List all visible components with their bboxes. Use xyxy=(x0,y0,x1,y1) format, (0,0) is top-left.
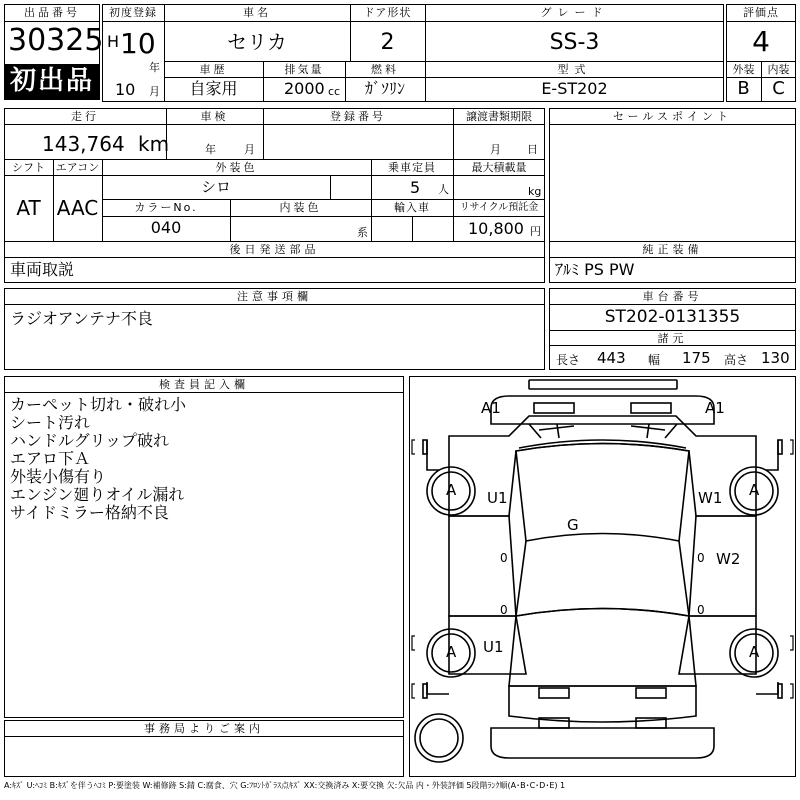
car-name-label: 車名 xyxy=(243,6,271,19)
office-label: 事務局よりご案内 xyxy=(144,722,264,735)
capacity-label: 乗車定員 xyxy=(388,161,436,174)
diagram-mark-left-mid: 0 xyxy=(500,551,508,565)
transfer-label: 譲渡書類期限 xyxy=(466,110,532,123)
displacement-label: 排気量 xyxy=(284,63,324,76)
score: 4 xyxy=(752,25,770,58)
inspector-line: エンジン廻りオイル漏れ xyxy=(10,485,185,504)
inspector-label: 検査員記入欄 xyxy=(159,378,249,391)
inspector-line: ハンドルグリップ破れ xyxy=(10,431,170,450)
ac-label: エアコン xyxy=(55,161,100,174)
recycle-unit: 円 xyxy=(530,225,541,238)
diagram-mark-right-door: W1 xyxy=(698,489,723,507)
shift: AT xyxy=(16,196,41,220)
diagram-mark-left-lower: 0 xyxy=(500,603,508,617)
ext-color: シロ xyxy=(200,178,231,196)
grade-label: グレード xyxy=(540,6,609,19)
recycle-fee: 10,800 xyxy=(468,219,524,238)
diagram-mark-right-mid: 0 xyxy=(697,551,705,565)
mileage-label: 走行 xyxy=(71,110,99,123)
fuel-label: 燃料 xyxy=(371,63,399,76)
first-listing-label: 初出品 xyxy=(9,66,94,96)
diagram-mark-left-rear: U1 xyxy=(483,638,504,656)
diagram-mark-front-right: A1 xyxy=(705,399,725,417)
ac: AAC xyxy=(56,196,99,220)
capacity-unit: 人 xyxy=(438,183,449,196)
car-diagram xyxy=(409,376,796,777)
history: 自家用 xyxy=(189,79,238,98)
score-label: 評価点 xyxy=(743,6,779,19)
width: 175 xyxy=(682,349,711,367)
dims-label: 諸元 xyxy=(657,332,688,345)
diagram-mark-windshield: G xyxy=(567,516,579,534)
transfer-day-unit: 日 xyxy=(527,143,538,156)
transfer-month-unit: 月 xyxy=(490,143,501,156)
ext-color-label: 外装色 xyxy=(215,161,258,174)
mileage: 143,764 xyxy=(42,132,125,156)
inspector-line: シート汚れ xyxy=(10,413,91,432)
interior-label: 内装 xyxy=(767,63,790,76)
equipment-label: 純正装備 xyxy=(642,243,703,256)
length: 443 xyxy=(597,349,626,367)
first-reg-month: 10 xyxy=(115,80,136,99)
diagram-wheel-fl: A xyxy=(446,481,457,499)
legend: A:ｷｽﾞ U:ﾍｺﾐ B:ｷｽﾞを伴うﾍｺﾐ P:要塗装 W:補修跡 S:錆 C:腐食、穴 G:ﾌﾛﾝﾄｶﾞﾗｽ点ｷｽﾞ XX:交換済み X:要交換 欠:欠品 内・外装評価 5段階ﾗﾝｸ順(A･B･C･D･E) 1 xyxy=(4,781,566,790)
shift-label: シフト xyxy=(12,161,45,174)
chassis-number: ST202-0131355 xyxy=(604,307,741,327)
color-no-label: カラーNo. xyxy=(134,201,198,214)
model: E-ST202 xyxy=(541,79,608,98)
exterior-grade: B xyxy=(737,78,750,99)
inspection-year-unit: 年 xyxy=(205,143,216,156)
inspector-line: エアロ下Ａ xyxy=(10,449,91,468)
later-items-box xyxy=(4,257,545,283)
max-load-label: 最大積載量 xyxy=(471,161,527,174)
inspector-line: 外装小傷有り xyxy=(10,467,107,486)
inspection-month-unit: 月 xyxy=(244,143,255,156)
era: H xyxy=(107,32,120,51)
first-reg-year: 10 xyxy=(120,27,156,60)
month-unit: 月 xyxy=(149,85,160,98)
inspector-notes xyxy=(10,396,400,522)
equipment: ｱﾙﾐ PS PW xyxy=(555,260,635,279)
displacement: 2000 xyxy=(284,79,325,98)
caution-text: ラジオアンテナ不良 xyxy=(10,309,153,328)
diagram-mark-left-door: U1 xyxy=(487,489,508,507)
diagram-wheel-rr: A xyxy=(749,643,760,661)
import-label: 輸入車 xyxy=(394,201,430,214)
diagram-mark-front-left: A1 xyxy=(481,399,501,417)
length-label: 長さ xyxy=(556,353,581,367)
exterior-label: 外装 xyxy=(732,63,755,76)
inspection-label: 車検 xyxy=(200,110,229,123)
doors-label: ドア形状 xyxy=(363,6,412,19)
caution-label: 注意事項欄 xyxy=(237,290,312,303)
year-unit: 年 xyxy=(149,61,160,74)
diagram-wheel-rl: A xyxy=(446,643,457,661)
capacity: 5 xyxy=(410,178,421,197)
diagram-wheel-fr: A xyxy=(749,481,760,499)
height: 130 xyxy=(761,349,790,367)
interior-grade: C xyxy=(772,78,785,99)
width-label: 幅 xyxy=(648,353,661,367)
recycle-label: リサイクル預託金 xyxy=(459,202,539,213)
max-load-unit: kg xyxy=(528,185,542,198)
first-reg-label: 初度登録 xyxy=(109,6,157,19)
reg-no-label: 登録番号 xyxy=(330,110,386,123)
later-items-label: 後日発送部品 xyxy=(229,243,320,256)
history-label: 車歴 xyxy=(199,63,228,76)
model-label: 型式 xyxy=(557,63,592,76)
diagram-mark-right-lower: 0 xyxy=(697,603,705,617)
diagram-mark-right-rear: W2 xyxy=(716,550,741,568)
displacement-unit: cc xyxy=(328,85,341,98)
height-label: 高さ xyxy=(724,353,749,367)
later-items: 車両取説 xyxy=(10,260,75,279)
inspector-line: サイドミラー格納不良 xyxy=(10,503,169,522)
car-name: セリカ xyxy=(227,30,287,54)
chassis-label: 車台番号 xyxy=(642,290,703,303)
sales-points-label: セールスポイント xyxy=(612,110,732,123)
doors: 2 xyxy=(380,30,395,55)
int-color-label: 内装色 xyxy=(279,201,322,214)
fuel: ｶﾞｿﾘﾝ xyxy=(364,79,405,98)
grade: SS-3 xyxy=(549,30,600,55)
inspector-line: カーペット切れ・破れ小 xyxy=(10,395,187,414)
color-no: 040 xyxy=(150,218,182,237)
lot-number: 30325 xyxy=(8,23,104,58)
mileage-unit: km xyxy=(138,132,170,156)
int-color-unit: 系 xyxy=(357,226,368,239)
lot-label: 出品番号 xyxy=(24,6,80,19)
